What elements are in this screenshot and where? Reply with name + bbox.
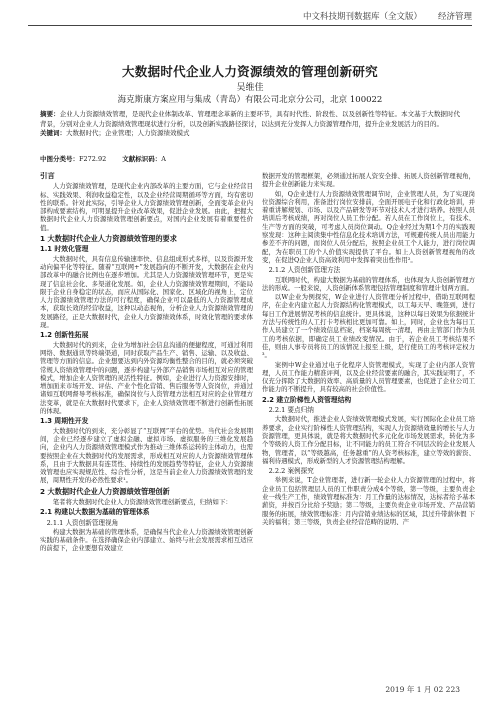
clc-number: 中图分类号：F272.92	[40, 155, 107, 163]
paragraph: 互联网时代，构建大数据为基础的管理体系，也体现为人资创新管理方法的形成。一般来说，人资创新体系管理包括管理制度和管理计划两方面。	[262, 275, 475, 292]
subsection-heading: 2.2 建立阶梯性人资管理结构	[262, 395, 352, 404]
subsubsection-heading: 2.1.1 人资创新管理视角	[46, 518, 119, 527]
abstract-text: 企业人力资源绩效管理，是现代企业体制改革、管理理念革新的主要环节，具有时代性、阶段性、以及创新性等特征。本文基于大数据时代背景，分别对企业人力资源绩效管理现状进行分析，以及创新实践路径探讨，以达到充分发挥人力资源管理作用，提升企业发展活力的目的。	[40, 110, 461, 128]
subsubsection-heading: 2.2.2 案例探究	[268, 467, 314, 476]
classification-line	[40, 154, 460, 163]
subsubsection-heading: 2.1.2 人资创新管理方法	[268, 266, 341, 275]
body-column-right	[262, 172, 475, 667]
document-code: 文献标识码：A	[122, 155, 166, 163]
paragraph: 举例来说，T企业管理者，进行新一轮企业人力资源管理的过程中，将企业员工包括管理层人员的工作职责分成4个等级，第一等级，主要负责企业一线生产工作，绩效管理标准为：月工作量的达标情况，达标者给予基本薪资，并按百分比给予奖励；第二等级，主要负责企业市场开发、产品营销服务的拓展，绩效管理标准：月内营销业绩达标的区域，其过升带薪休假 下 关的福利；第三等级，负责企业经营范畴的说明、产	[262, 476, 475, 526]
subsection-heading: 1.2 创新性拓展	[40, 331, 89, 340]
author-name: 吴维佳	[236, 83, 264, 93]
paragraph: 如，Q企业进行人力资源绩效管理调节时，企业管理人员，为了实现岗位资源综合利用，准备进行岗位安排前，全面开展电子化和行政化培训，并着重讲解规划、市场、以及产品研发等环节对技术人才进行培养。按照人员培训后考核成绩，再对岗位人员工作分配。若人员在工作岗位上，有技术、生产等方面的突破，可考虑人员岗位调动。Q企业经过为期1个月的实践观察发现：这种主阅读集中性信息化技术培训方法，可规避传统人员出用能力参差不齐的问题，而岗位人员分配后，按照企业员工个人能力，进行岗位调配，为在职员工的个人价值实现提供了平台。如上人资创新管理视角的改变，在促进Q企业人资高效利用中发挥着突出性作用²。	[262, 189, 475, 264]
body-column-left	[40, 172, 253, 667]
author-affiliation: 海克斯康方案应用与集成（青岛）有限公司北京分公司，北京 100022	[117, 95, 383, 105]
article-title: 大数据时代企业人力资源绩效的管理创新研究	[121, 64, 378, 79]
paragraph: 大数据时代的到来，充分彰显了“互联网”平台的优势。当代社会发展期间，企业已经逐步建立了虚拟金融、虚拟市场、虚拟服务的三维化发展趋向，企业内人力资源绩效管理模式作为推动三维体系运转的主体动力，也需要按照企业在大数据时代的发展需求，形成相互对应的人力资源绩效管理体系，且由于大数据具有连贯性、持续性的发展趋势等特征，企业人力资源绩效管理也应实现规范性、综合性分析，这是当前企业人力资源绩效管理的发展，周期性开发的必然性要求¹。	[40, 426, 253, 485]
abstract-label: 摘要：	[40, 110, 60, 118]
paragraph: 案例中W企业通过电子化程序人资管理模式，实现了企业内部人资管理，人员工作能力精准评判，以及企业经营要素的融合，其实践证明了，不仅充分挥除了大数据的效率、高质量的人员管理要素，也促进了企业公司工作能力的不断提升，具有较高的社会价值性。	[262, 360, 475, 394]
introduction-heading: 引言	[40, 172, 55, 180]
section-name: 经济管理	[437, 12, 472, 22]
subsubsection-heading: 2.2.1 要点归纳	[268, 406, 314, 415]
subsection-heading: 1.1 时效化管理	[40, 245, 89, 254]
paragraph: 人力资源绩效管理，是现代企业内部改革的主要方面，它与企业经营目标、实践效果、利润收益稳定性，以及企业经营周期循环等方面，均有密切性的联系。针对此实际，引导企业人力资源绩效管理创新，全面变革企业内部构成要素结构，可明显提升企业改革效果，促进企业发展。由此，把握大数据时代企业人力资源绩效管理创新要点，对国内企业发展有着重要性价值。	[40, 182, 253, 232]
section-heading: 2 大数据时代企业人力资源绩效管理创新	[40, 486, 170, 496]
paragraph: 以W企业为例探究，W企业进行人资管理分析过程中，借助互联网程序，在企业内建立起人力资源结构化管理模式，以工每天早、晚签到，进行每日工作进展情况考核的信息统计。更具体说，这种以每日效果为依据统计方法与传统性的人工打卡考核相比更加可靠。如上，同时，企业也为每日工作人员建立了一个绩效信息档案，档案每周统一清理，再由主管部门作为员工的考核依据，即确定员工业绩改变情况。由于，若企业员工考核结果不佳，则由人事专员将员工的该情况上报至上级，是行使员工的考核评定权力³。	[262, 293, 475, 360]
subsection-heading: 2.1 构建以大数据为基础的管理体系	[40, 508, 150, 517]
page-footer: 2019 年 1 月 02 223	[385, 685, 460, 694]
paragraph: 大数据时代，具有信息传输速率快、信息组成形式多样，以及资源开发动向偏平化等特征。随着“互联网+”发展趋向的不断开发，大数据在企业内部改革中的融合比例也在逐步增加。尤其是人力资源绩效管理环节，更是实现了信息社会化、多渠道化发展。如，企业人力资源绩效管理期间，不能局限于企业自身稳定的状态，而应从国际化、国家化、区域化的视角上，定位人力资源绩效管理方法的可行程度，确保企业可以最低的人力资源管理成本，获取长效的经营收益，这种以动态视角，分析企业人力资源绩效管理的发展路径，正是大数据时代，企业人力资源绩效体系，时效化管理的要求体现。	[40, 254, 253, 330]
paragraph: 笔者将大数据时代企业人力资源绩效管理创新要点，归纳如下：	[52, 497, 232, 506]
paragraph: 大数据时代，推进企业人资绩效管理模式发展，实行国际化企业员工培养要求，企业实行阶梯性人资管理结构，实现人力资源绩效量的增长与人力资源管理，更具体说，就是将大数据时代多元化化市场发展需求，转化为多个等级的人资工作分配目标，让不同能力的员工符合不同层次的企业发展人物，管理者，以“等级越高，任务越重”的人资考核标准，建立等效的薪资、福利待遇模式，形成新型的人才资源管理结构理解。	[262, 415, 475, 465]
keywords-text: 大数据时代；企业管理；人力资源绩效模式	[66, 129, 190, 137]
section-heading: 1 大数据时代企业人力资源绩效管理的要求	[40, 234, 177, 244]
journal-name: 中文科技期刊数据库（全文版）	[302, 12, 422, 22]
running-header	[28, 6, 472, 26]
paragraph: 大数据时代的到来，企业为增加社会信息沟通的便捷程度，可通过利用网络、数据通讯等终端渠道，同时获取产品生产、销售、运输、以及收益、管理等方面的信息。企业想要达到内外资源均衡性整合的目的，就必须突破常规人资绩效管理中的问题，逐步构建与外部产品销售市场相互对应的管理模式，增加企业人资管理的灵活性特征。例如，企业进行人力资源安排时，增加面来市场开发、评估、产业个性化营销、售后服务等人资岗位，并通过诸如互联网督导考核标准，确保岗位与人资管理方法相互对应的企业管理方法变革，就是在大数据时代要求下，企业人资绩效管理不断进行创新性拓展的体现。	[40, 340, 253, 416]
keywords-label: 关键词：	[40, 129, 66, 137]
subsection-heading: 1.3 周期性开发	[40, 417, 89, 426]
paragraph: 构建大数据为基础的管理体系，是确保当代企业人力资源绩效管理创新实践的基础条件。在选择确保企业内部建立、始终与社会发展需求相互适应的前提下，企业要想有效建立	[40, 527, 253, 553]
abstract	[40, 110, 460, 139]
paragraph: 数据开发的管理框架，必须通过拓展人资安全排、拓展人资创新管理视角，提升企业创新能力来实现。	[262, 172, 475, 189]
